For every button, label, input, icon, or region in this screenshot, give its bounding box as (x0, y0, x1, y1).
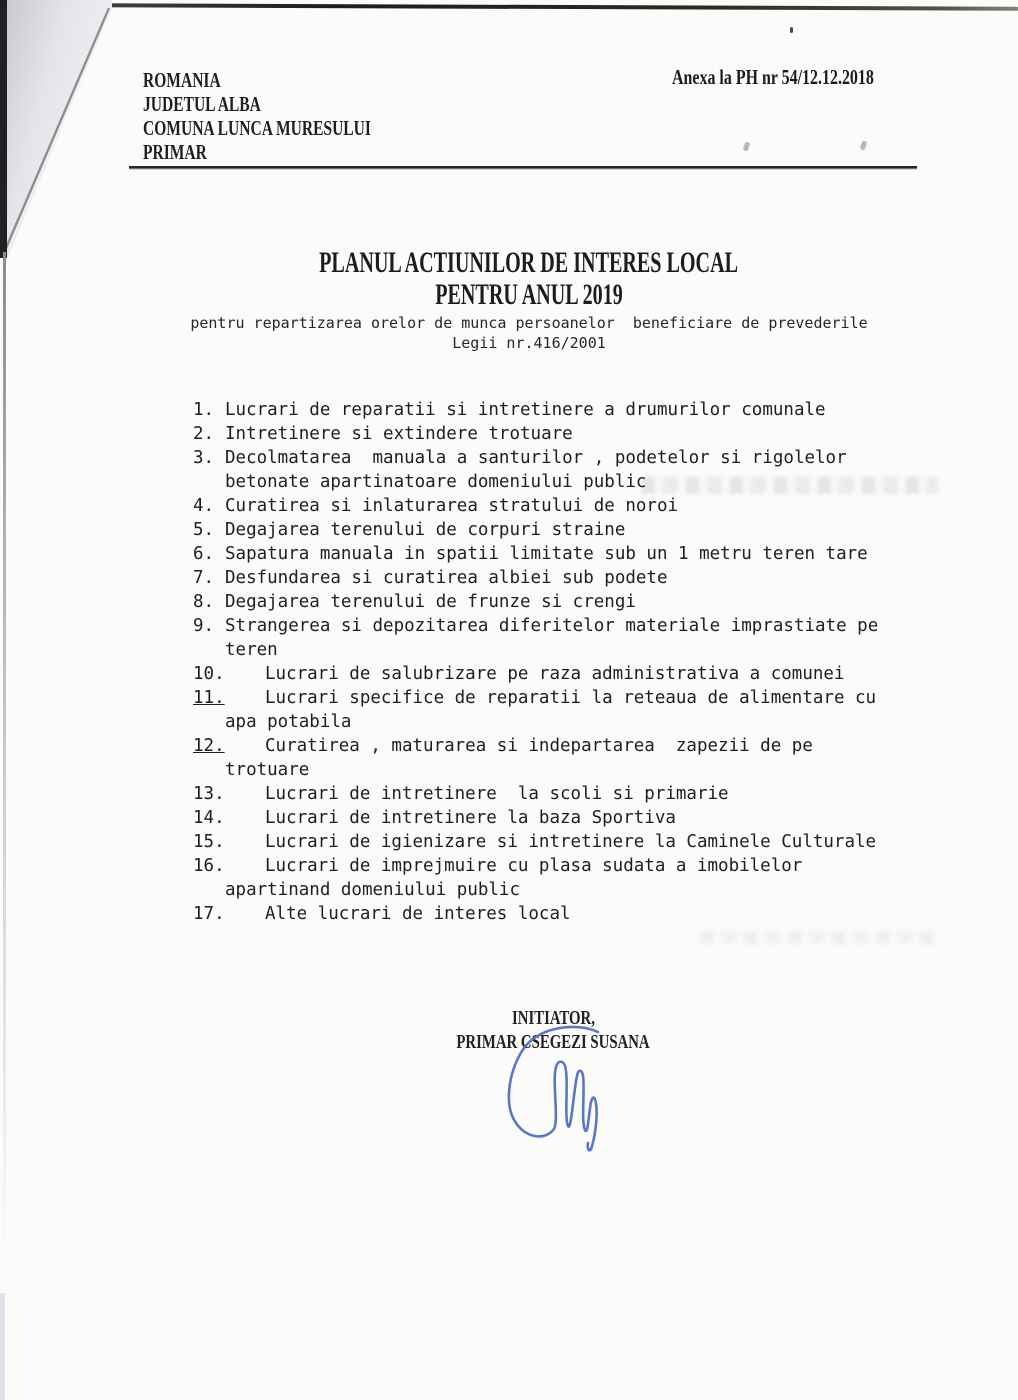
list-item-text: trotuare (225, 760, 310, 780)
list-item-text: Strangerea si depozitarea diferitelor materiale imprastiate pe (225, 616, 879, 636)
list-item-continuation (193, 638, 923, 662)
letterhead-county: JUDETUL ALBA (143, 92, 261, 116)
list-item (193, 686, 923, 710)
list-item-number: 5. (193, 520, 215, 540)
list-item (193, 614, 923, 638)
scan-left-edge (3, 252, 6, 1262)
list-item-text: Lucrari de igienizare si intretinere la Caminele Culturale (265, 832, 877, 852)
list-item-number: 3. (193, 448, 215, 468)
list-item-text: Degajarea terenului de frunze si crengi (225, 592, 636, 612)
letterhead-country: ROMANIA (143, 68, 221, 92)
scan-top-edge (36, 3, 1018, 11)
list-item-number: 2. (193, 424, 215, 444)
list-item-text: Sapatura manuala in spatii limitate sub un 1 metru teren tare (225, 544, 868, 564)
list-item-text: Lucrari de intretinere la baza Sportiva (265, 808, 676, 828)
list-item-number: 9. (193, 616, 215, 636)
scan-left-edge-bottom (0, 1293, 5, 1400)
initiator-label: INITIATOR, (511, 1007, 595, 1029)
annex-reference: Anexa la PH nr 54/12.12.2018 (672, 65, 874, 89)
list-item-text: Desfundarea si curatirea albiei sub podete (225, 568, 668, 588)
header-divider (129, 166, 917, 170)
scan-speck (743, 141, 751, 151)
list-item-text: Degajarea terenului de corpuri straine (225, 520, 626, 540)
list-item-continuation (193, 758, 923, 782)
document-title-line2: PENTRU ANUL 2019 (435, 278, 623, 311)
list-item (193, 566, 923, 590)
list-item-number: 16. (193, 856, 225, 876)
list-item-number: 15. (193, 832, 225, 852)
list-item-number: 7. (193, 568, 215, 588)
list-item (193, 734, 923, 758)
signatory-name: PRIMAR CSEGEZI SUSANA (456, 1031, 650, 1053)
list-item-text: teren (225, 640, 278, 660)
letterhead (143, 68, 371, 164)
list-item-text: Curatirea si inlaturarea stratului de noroi (225, 496, 679, 516)
list-item-number: 8. (193, 592, 215, 612)
letterhead-commune: COMUNA LUNCA MURESULUI (143, 116, 371, 140)
list-item-number: 4. (193, 496, 215, 516)
list-item (193, 398, 923, 422)
document-subtitle-line2: Legii nr.416/2001 (452, 334, 606, 352)
list-item (193, 518, 923, 542)
list-item-number: 11. (193, 688, 225, 708)
handwritten-signature (495, 1018, 625, 1178)
scan-corner-fold (0, 0, 130, 270)
list-item-continuation (193, 710, 923, 734)
scan-ink-bleed (700, 931, 938, 944)
action-list (193, 398, 923, 926)
list-item-text: Lucrari de intretinere la scoli si primarie (265, 784, 729, 804)
list-item (193, 854, 923, 878)
list-item-continuation (193, 878, 923, 902)
list-item-number: 13. (193, 784, 225, 804)
list-item-number: 17. (193, 904, 225, 924)
list-item (193, 662, 923, 686)
scan-speck (790, 27, 793, 33)
list-item-text: Curatirea , maturarea si indepartarea zapezii de pe (265, 736, 813, 756)
list-item (193, 446, 923, 470)
letterhead-office: PRIMAR (143, 140, 207, 164)
list-item (193, 902, 923, 926)
list-item-number: 14. (193, 808, 225, 828)
list-item-number: 1. (193, 400, 215, 420)
list-item-number: 10. (193, 664, 225, 684)
document-subtitle-line1: pentru repartizarea orelor de munca persoanelor beneficiare de prevederile (190, 314, 868, 332)
list-item-number: 6. (193, 544, 215, 564)
scan-speck (860, 140, 868, 150)
list-item-text: Lucrari de salubrizare pe raza administrativa a comunei (265, 664, 845, 684)
list-item (193, 590, 923, 614)
list-item (193, 542, 923, 566)
list-item-continuation (193, 470, 923, 494)
title-block (40, 247, 1018, 353)
list-item (193, 494, 923, 518)
list-item-text: Lucrari de imprejmuire cu plasa sudata a imobilelor (265, 856, 803, 876)
list-item-text: Intretinere si extindere trotuare (225, 424, 573, 444)
list-item (193, 782, 923, 806)
list-item-number: 12. (193, 736, 225, 756)
list-item-text: Lucrari specifice de reparatii la reteaua de alimentare cu (265, 688, 877, 708)
document-title-line1: PLANUL ACTIUNILOR DE INTERES LOCAL (319, 246, 739, 279)
list-item-text: Alte lucrari de interes local (265, 904, 571, 924)
list-item-text: Decolmatarea manuala a santurilor , podetelor si rigolelor (225, 448, 847, 468)
list-item-text: apa potabila (225, 712, 352, 732)
list-item (193, 830, 923, 854)
list-item-text: apartinand domeniului public (225, 880, 521, 900)
list-item (193, 422, 923, 446)
list-item-text: Lucrari de reparatii si intretinere a drumurilor comunale (225, 400, 826, 420)
list-item-text: betonate apartinatoare domeniului public (225, 472, 647, 492)
list-item (193, 806, 923, 830)
